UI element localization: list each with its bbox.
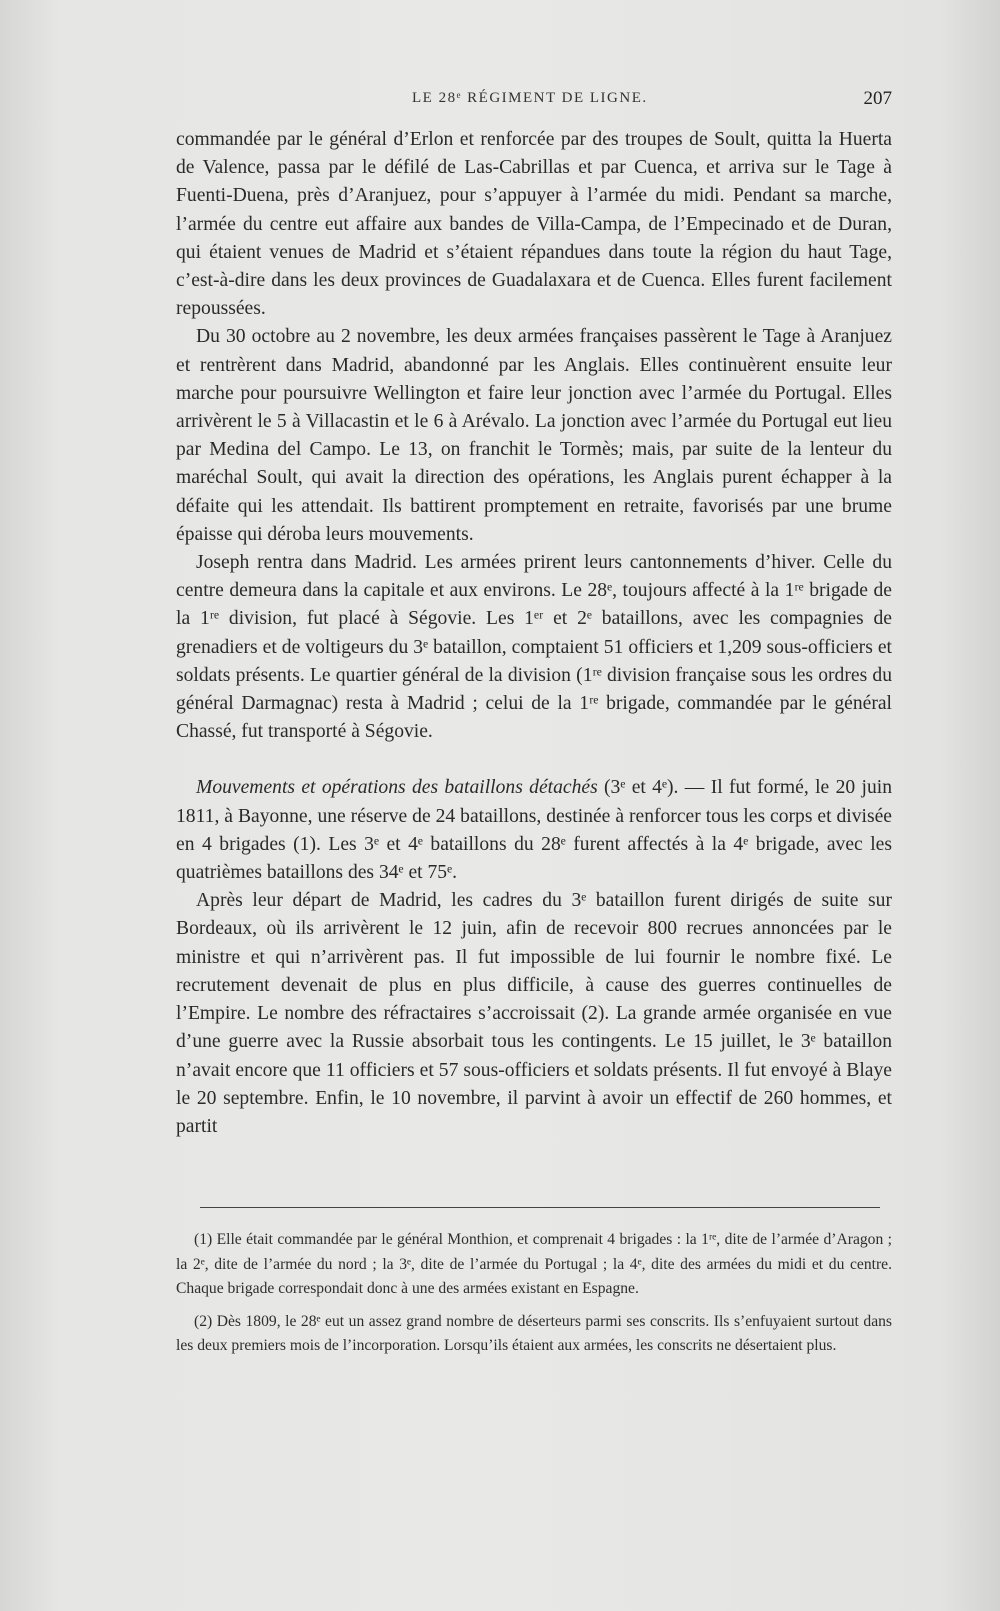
main-text (176, 126, 892, 1141)
footnotes (176, 1228, 892, 1367)
paragraph: Après leur départ de Madrid, les cadres du 3ᵉ bataillon furent dirigés de suite sur Bordeaux, où ils arrivèrent le 12 juin, afin de recevoir 800 recrues annoncées par le ministre et qui n’arrivèrent pas. Il fut impossible de lui fournir le nombre fixé. Le recrutement devenait de plus en plus difficile, à cause des guerres continuelles de l’Empire. Le nombre des réfractaires s’accroissait (2). La grande armée organisée en vue d’une guerre avec la Russie absorbait tous les contingents. Le 15 juillet, le 3ᵉ bataillon n’avait encore que 11 officiers et 57 sous-officiers et soldats présents. Il fut envoyé à Blaye le 20 septembre. Enfin, le 10 novembre, il parvint à avoir un effectif de 260 hommes, et partit (176, 890, 892, 1137)
section-title: Mouvements et opérations des bataillons détachés (196, 777, 598, 799)
page-number: 207 (863, 88, 892, 109)
page-header (176, 90, 892, 116)
paragraph: Joseph rentra dans Madrid. Les armées prirent leurs cantonnements d’hiver. Celle du centre demeura dans la capitale et aux environs. Le 28ᵉ, toujours affecté à la 1ʳᵉ brigade de la 1ʳᵉ division, fut placé à Ségovie. Les 1ᵉʳ et 2ᵉ bataillons, avec les compagnies de grenadiers et de voltigeurs du 3ᵉ bataillon, comptaient 51 officiers et 1,209 sous-officiers et soldats présents. Le quartier général de la division (1ʳᵉ division française sous les ordres du général Darmagnac) resta à Madrid ; celui de la 1ʳᵉ brigade, commandée par le général Chassé, fut transporté à Ségovie. (176, 552, 892, 743)
section-paragraph (176, 774, 892, 887)
paragraph: commandée par le général d’Erlon et renforcée par des troupes de Soult, quitta la Huerta de Valence, passa par le défilé de Las-Cabrillas et par Cuenca, et arriva sur le Tage à Fuenti-Duena, près d’Aranjuez, pour s’appuyer à l’armée du midi. Pendant sa marche, l’armée du centre eut affaire aux bandes de Villa-Campa, de l’Empecinado et de Duran, qui étaient venues de Madrid et s’étaient répandues dans toute la région du haut Tage, c’est-à-dire dans les deux provinces de Guadalaxara et de Cuenca. Elles furent facilement repoussées. (176, 129, 892, 320)
paragraph: Du 30 octobre au 2 novembre, les deux armées françaises passèrent le Tage à Aranjuez et rentrèrent dans Madrid, abandonné par les Anglais. Elles continuèrent ensuite leur marche pour poursuivre Wellington et faire leur jonction avec l’armée du Portugal. Elles arrivèrent le 5 à Villacastin et le 6 à Arévalo. La jonction avec l’armée du Portugal eut lieu par Medina del Campo. Le 13, on franchit le Tormès; mais, par suite de la lenteur du maréchal Soult, qui avait la direction des opérations, les Anglais purent échapper à la défaite qui les attendait. Ils battirent promptement en retraite, favorisés par une brume épaisse qui déroba leurs mouvements. (176, 326, 892, 545)
footnote-divider (200, 1207, 880, 1208)
footnote: (2) Dès 1809, le 28ᵉ eut un assez grand nombre de déserteurs parmi ses conscrits. Ils s’enfuyaient surtout dans les deux premiers mois de l’incorporation. Lorsqu’ils étaient aux armées, les conscrits ne désertaient plus. (176, 1312, 892, 1354)
running-title: LE 28ᵉ RÉGIMENT DE LIGNE. (412, 90, 648, 106)
section-text: (3ᵉ et 4ᵉ). — Il fut formé, le 20 juin 1811, à Bayonne, une réserve de 24 bataillons, destinée à renforcer tous les corps et divisée en 4 brigades (1). Les 3ᵉ et 4ᵉ bataillons du 28ᵉ furent affectés à la 4ᵉ brigade, avec les quatrièmes bataillons des 34ᵉ et 75ᵉ. (176, 777, 892, 884)
footnote: (1) Elle était commandée par le général Monthion, et comprenait 4 brigades : la 1ʳᵉ, dite de l’armée d’Aragon ; la 2ᵉ, dite de l’armée du nord ; la 3ᵉ, dite de l’armée du Portugal ; la 4ᵉ, dite des armées du midi et du centre. Chaque brigade correspondait donc à une des armées existant en Espagne. (176, 1231, 892, 1297)
